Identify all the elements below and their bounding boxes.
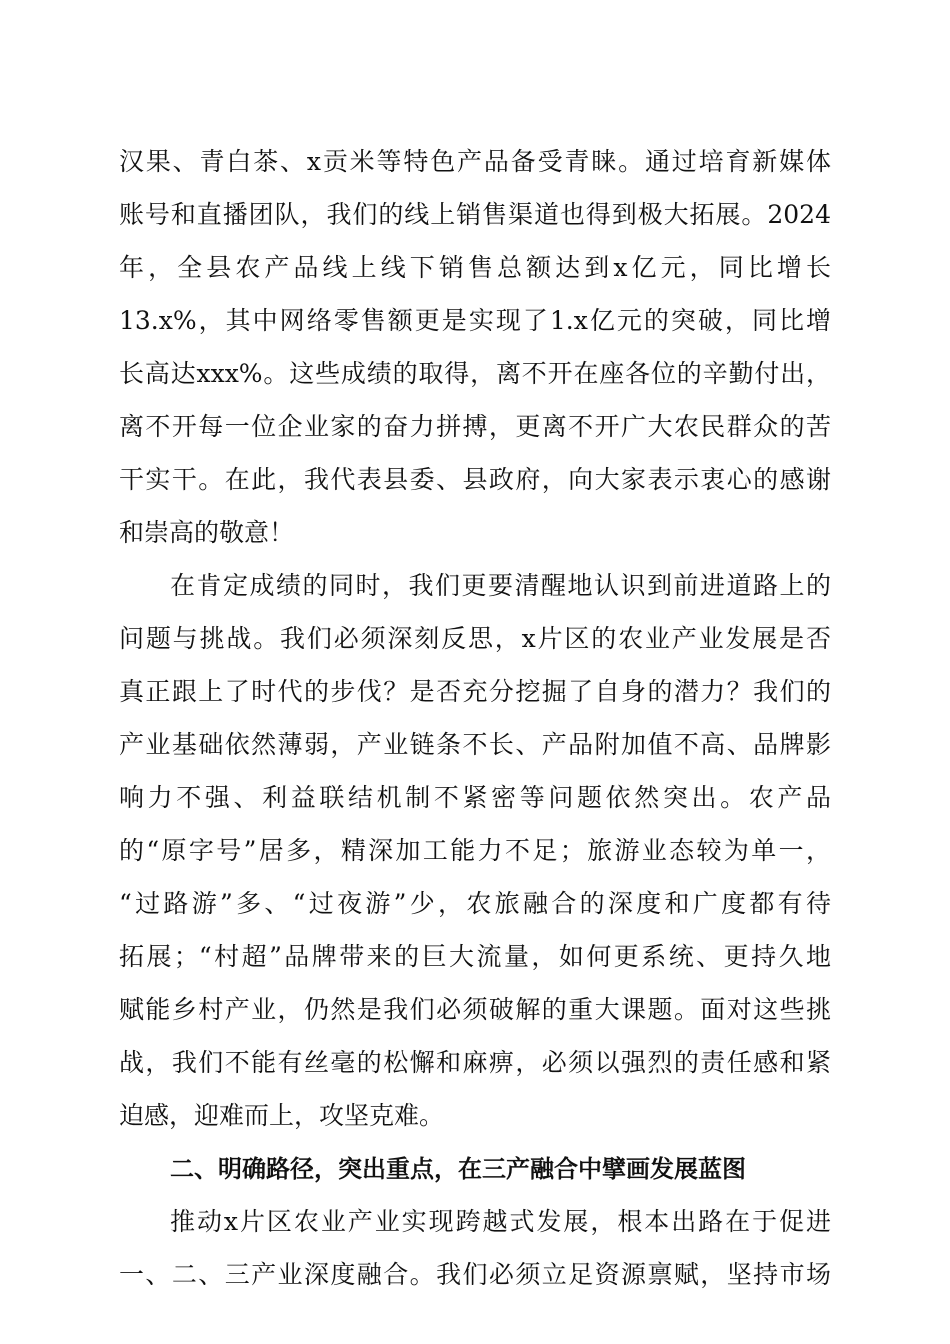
paragraph-2-line-1: 在肯定成绩的同时，我们更要清醒地认识到前进道路上的 <box>170 571 831 600</box>
paragraph-1-line-3: 年，全县农产品线上线下销售总额达到x亿元，同比增长 <box>119 253 831 282</box>
paragraph-2-line-3: 真正跟上了时代的步伐？是否充分挖掘了自身的潜力？我们的 <box>119 677 831 706</box>
paragraph-1-line-4: 13.x%，其中网络零售额更是实现了1.x亿元的突破，同比增 <box>119 306 831 335</box>
paragraph-1-line-5: 长高达xxx%。这些成绩的取得，离不开在座各位的辛勤付出， <box>119 359 831 388</box>
paragraph-1-line-2: 账号和直播团队，我们的线上销售渠道也得到极大拓展。2024 <box>119 200 831 229</box>
section-heading: 二、明确路径，突出重点，在三产融合中擘画发展蓝图 <box>170 1155 746 1183</box>
paragraph-3-line-1: 推动x片区农业产业实现跨越式发展，根本出路在于促进 <box>170 1207 831 1236</box>
paragraph-2-line-4: 产业基础依然薄弱，产业链条不长、产品附加值不高、品牌影 <box>119 730 831 759</box>
paragraph-1-line-1: 汉果、青白茶、x贡米等特色产品备受青睐。通过培育新媒体 <box>119 147 831 176</box>
paragraph-2-line-11: 迫感，迎难而上，攻坚克难。 <box>119 1101 445 1130</box>
paragraph-2-line-8: 拓展；“村超”品牌带来的巨大流量，如何更系统、更持久地 <box>119 942 831 971</box>
paragraph-2-line-2: 问题与挑战。我们必须深刻反思，x片区的农业产业发展是否 <box>119 624 831 653</box>
paragraph-1-line-8: 和崇高的敬意！ <box>119 518 295 547</box>
paragraph-2-line-5: 响力不强、利益联结机制不紧密等问题依然突出。农产品 <box>119 783 831 812</box>
paragraph-2-line-9: 赋能乡村产业，仍然是我们必须破解的重大课题。面对这些挑 <box>119 995 831 1024</box>
paragraph-1-line-7: 干实干。在此，我代表县委、县政府，向大家表示衷心的感谢 <box>119 465 831 494</box>
paragraph-1-line-6: 离不开每一位企业家的奋力拼搏，更离不开广大农民群众的苦 <box>119 412 831 441</box>
paragraph-2-line-10: 战，我们不能有丝毫的松懈和麻痹，必须以强烈的责任感和紧 <box>119 1048 831 1077</box>
paragraph-2-line-6: 的“原字号”居多，精深加工能力不足；旅游业态较为单一， <box>119 836 831 865</box>
paragraph-2-line-7: “过路游”多、“过夜游”少，农旅融合的深度和广度都有待 <box>119 889 831 918</box>
paragraph-3-line-2: 一、二、三产业深度融合。我们必须立足资源禀赋，坚持市场 <box>119 1260 831 1289</box>
